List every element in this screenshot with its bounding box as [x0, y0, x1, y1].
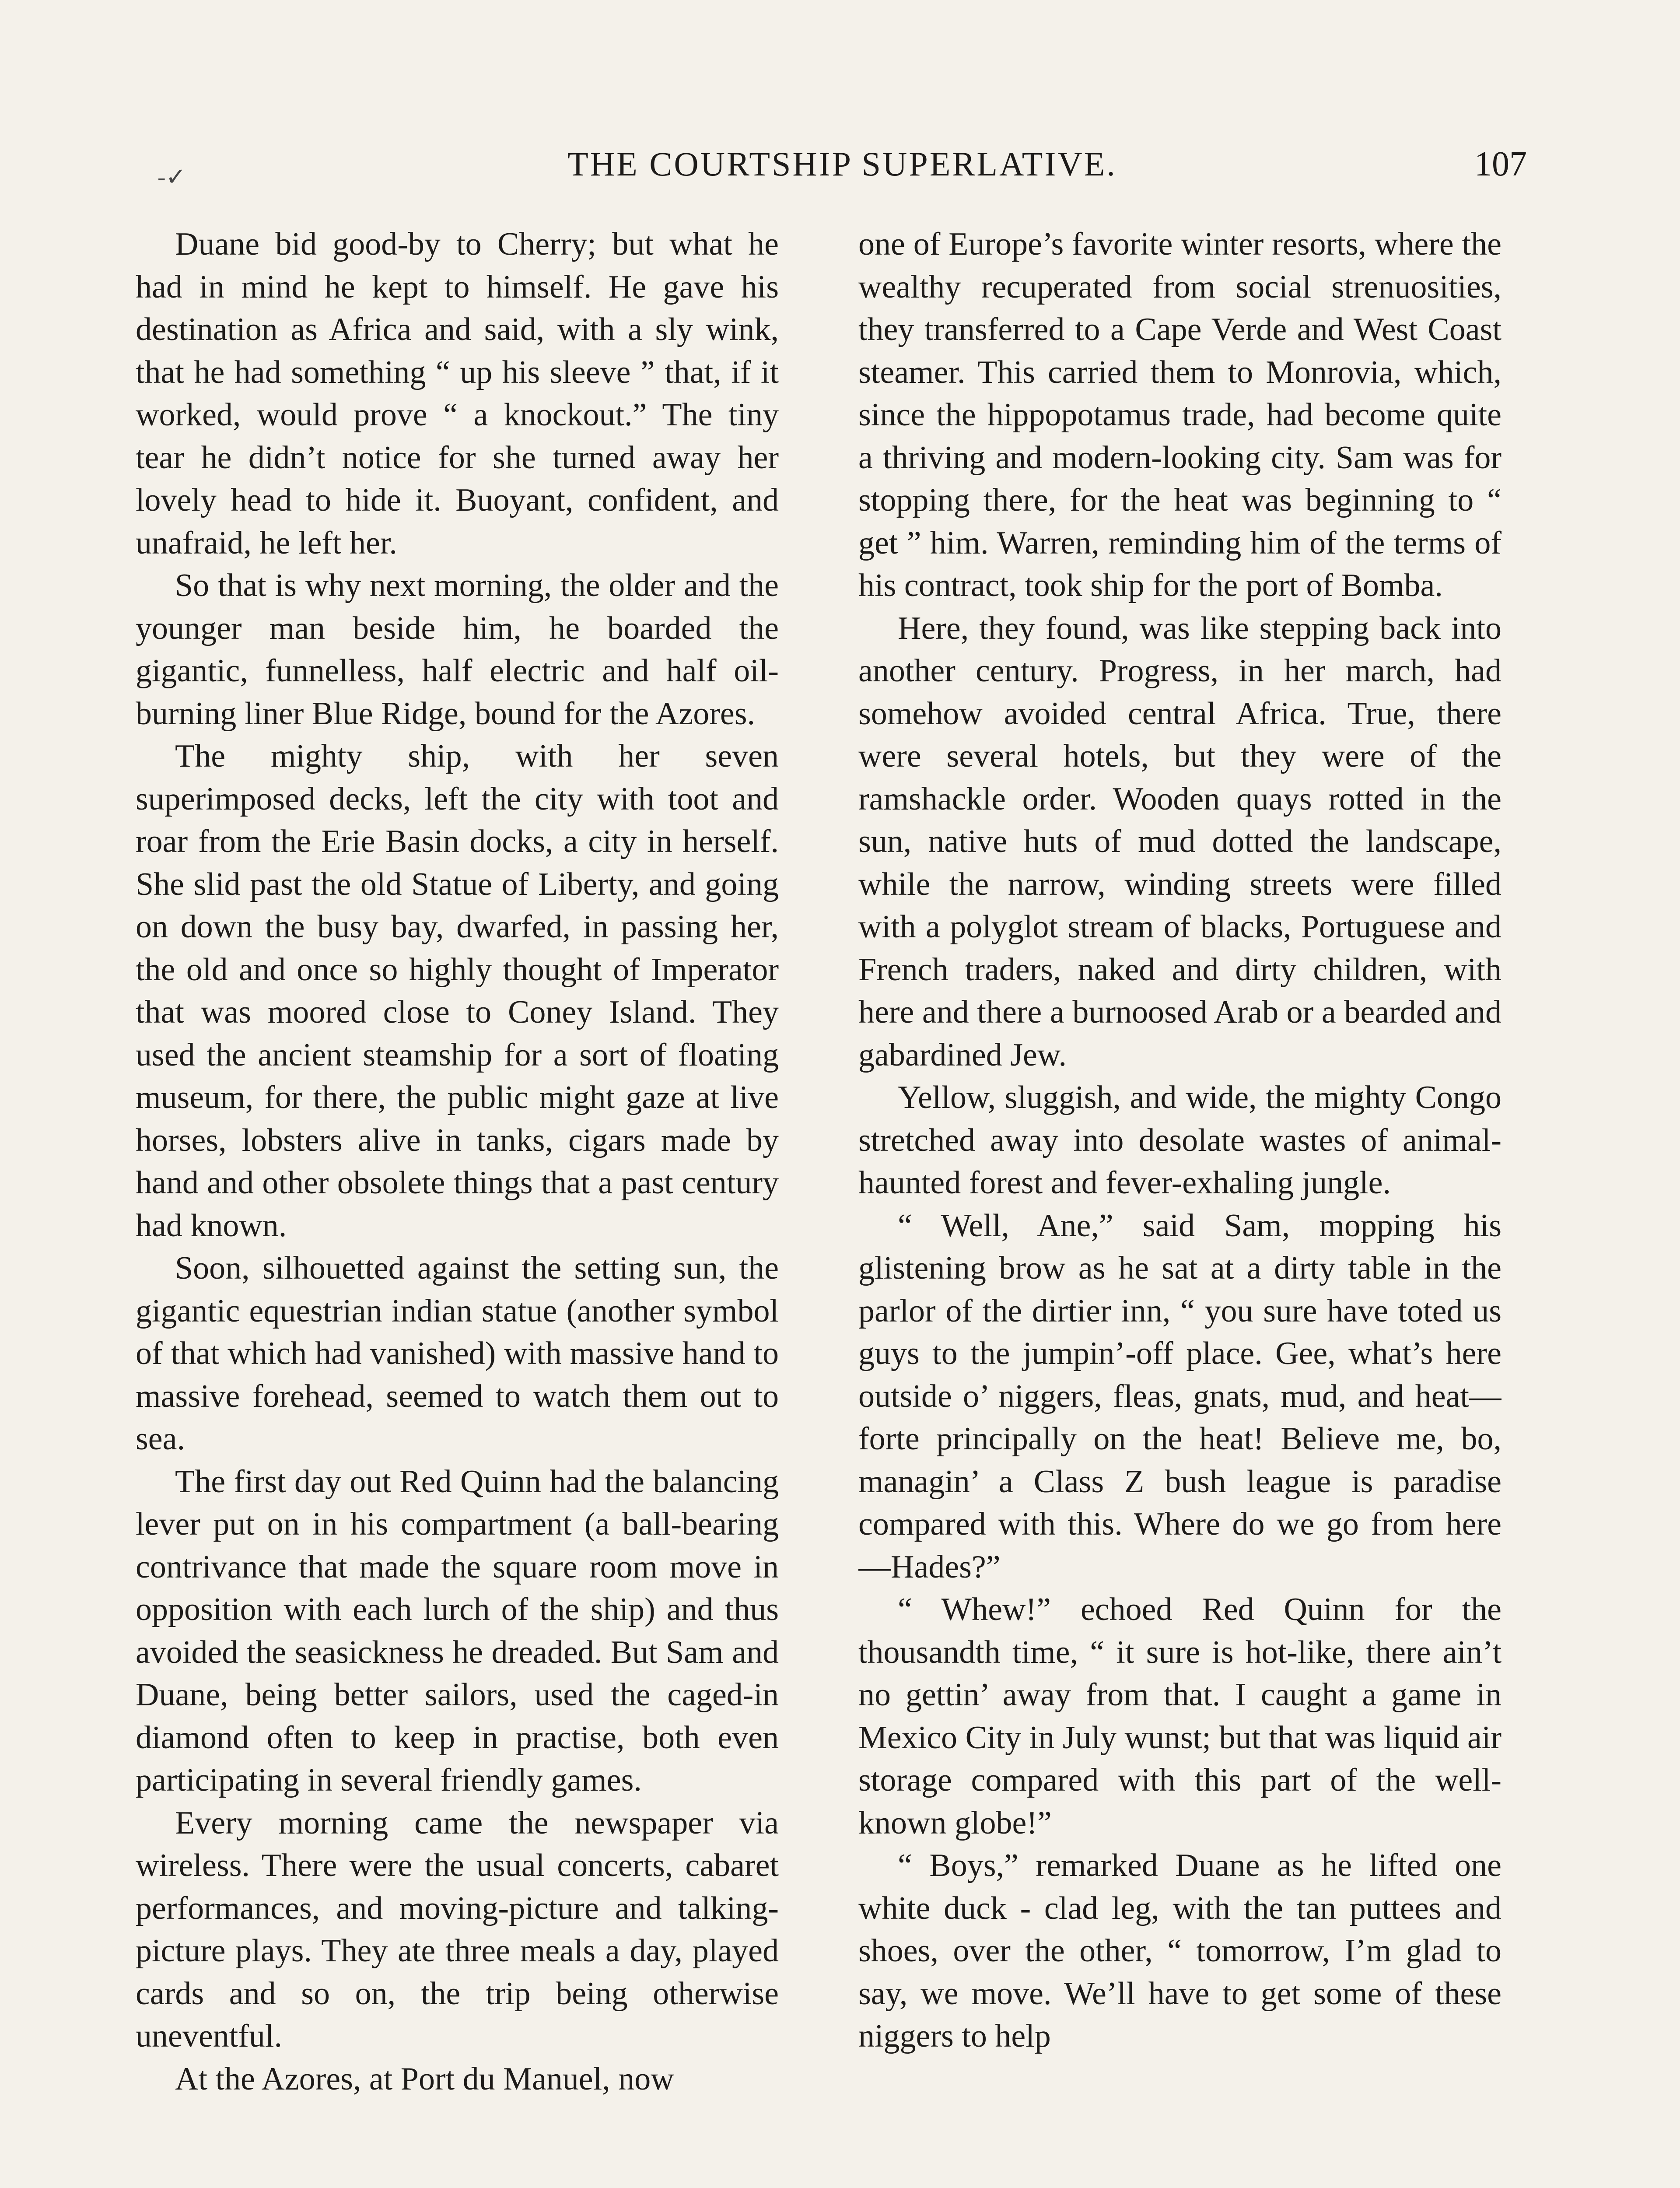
paragraph: The mighty ship, with her seven superimposed decks, left the city with toot and roar from the Erie Basin docks, a city in herself. She slid past the old Statue of Liberty, and going on down the busy bay, dwarfed, in passing her, the old and once so highly thought of Imperator that was moored close to Coney Island. They used the ancient steamship for a sort of floating museum, for there, the public might gaze at live horses, lobsters alive in tanks, cigars made by hand and other obsolete things that a past century had known. [136, 738, 779, 1244]
right-column [858, 223, 1502, 2188]
paragraph: “ Whew!” echoed Red Quinn for the thousandth time, “ it sure is hot-like, there ain’t no gettin’ away from that. I caught a game in Mexico City in July wunst; but that was liquid air storage compared with this part of the well-known globe!” [858, 1592, 1502, 1841]
paragraph: So that is why next morning, the older and the younger man beside him, he boarded the gigantic, funnelless, half electric and half oil-burning liner Blue Ridge, bound for the Azores. [136, 568, 779, 732]
running-title: THE COURTSHIP SUPERLATIVE. [567, 145, 1117, 183]
paragraph: Soon, silhouetted against the setting sun, the gigantic equestrian indian statue (another symbol of that which had vanished) with massive hand to massive forehead, seemed to watch them out to sea. [136, 1250, 779, 1457]
paragraph: Every morning came the newspaper via wireless. There were the usual concerts, cabaret performances, and moving-picture and talking-picture plays. They ate three meals a day, played cards and so on, the trip being otherwise uneventful. [136, 1805, 779, 2054]
paragraph: Here, they found, was like stepping back into another century. Progress, in her march, had somehow avoided central Africa. True, there were several hotels, but they were of the ramshackle order. Wooden quays rotted in the sun, native huts of mud dotted the landscape, while the narrow, winding streets were filled with a polyglot stream of blacks, Portuguese and French traders, naked and dirty children, with here and there a burnoosed Arab or a bearded and gabardined Jew. [858, 610, 1502, 1073]
paragraph: “ Boys,” remarked Duane as he lifted one white duck - clad leg, with the tan puttees and shoes, over the other, “ tomorrow, I’m glad to say, we move. We’ll have to get some of these niggers to help [858, 1848, 1502, 2054]
left-column [136, 223, 779, 2188]
paragraph: At the Azores, at Port du Manuel, now [175, 2061, 674, 2097]
paragraph-continuation: one of Europe’s favorite winter resorts, where the wealthy recuperated from social strenuosities, they transferred to a Cape Verde and West Coast steamer. This carried them to Monrovia, which, since the hippopotamus trade, had become quite a thriving and modern-looking city. Sam was for stopping there, for the heat was beginning to “ get ” him. Warren, reminding him of the terms of his contract, took ship for the port of Bomba. [858, 226, 1502, 603]
paragraph: “ Well, Ane,” said Sam, mopping his glistening brow as he sat at a dirty table in the parlor of the dirtier inn, “ you sure have toted us guys to the jumpin’-off place. Gee, what’s here outside o’ niggers, fleas, gnats, mud, and heat—forte principally on the heat! Believe me, bo, managin’ a Class Z bush league is paradise compared with this. Where do we go from here—Hades?” [858, 1207, 1502, 1585]
page-number: 107 [1474, 145, 1527, 183]
pencil-mark: -✓ [158, 164, 186, 191]
page-header [158, 131, 1527, 201]
paragraph: Duane bid good-by to Cherry; but what he had in mind he kept to himself. He gave his destination as Africa and said, with a sly wink, that he had something “ up his sleeve ” that, if it worked, would prove “ a knockout.” The tiny tear he didn’t notice for she turned away her lovely head to hide it. Buoyant, confident, and unafraid, he left her. [136, 226, 779, 561]
paragraph: The first day out Red Quinn had the balancing lever put on in his compartment (a ball-bearing contrivance that made the square room move in opposition with each lurch of the ship) and thus avoided the seasickness he dreaded. But Sam and Duane, being better sailors, used the caged-in diamond often to keep in practise, both even participating in several friendly games. [136, 1463, 779, 1798]
paragraph: Yellow, sluggish, and wide, the mighty Congo stretched away into desolate wastes of animal-haunted forest and fever-exhaling jungle. [858, 1080, 1502, 1201]
